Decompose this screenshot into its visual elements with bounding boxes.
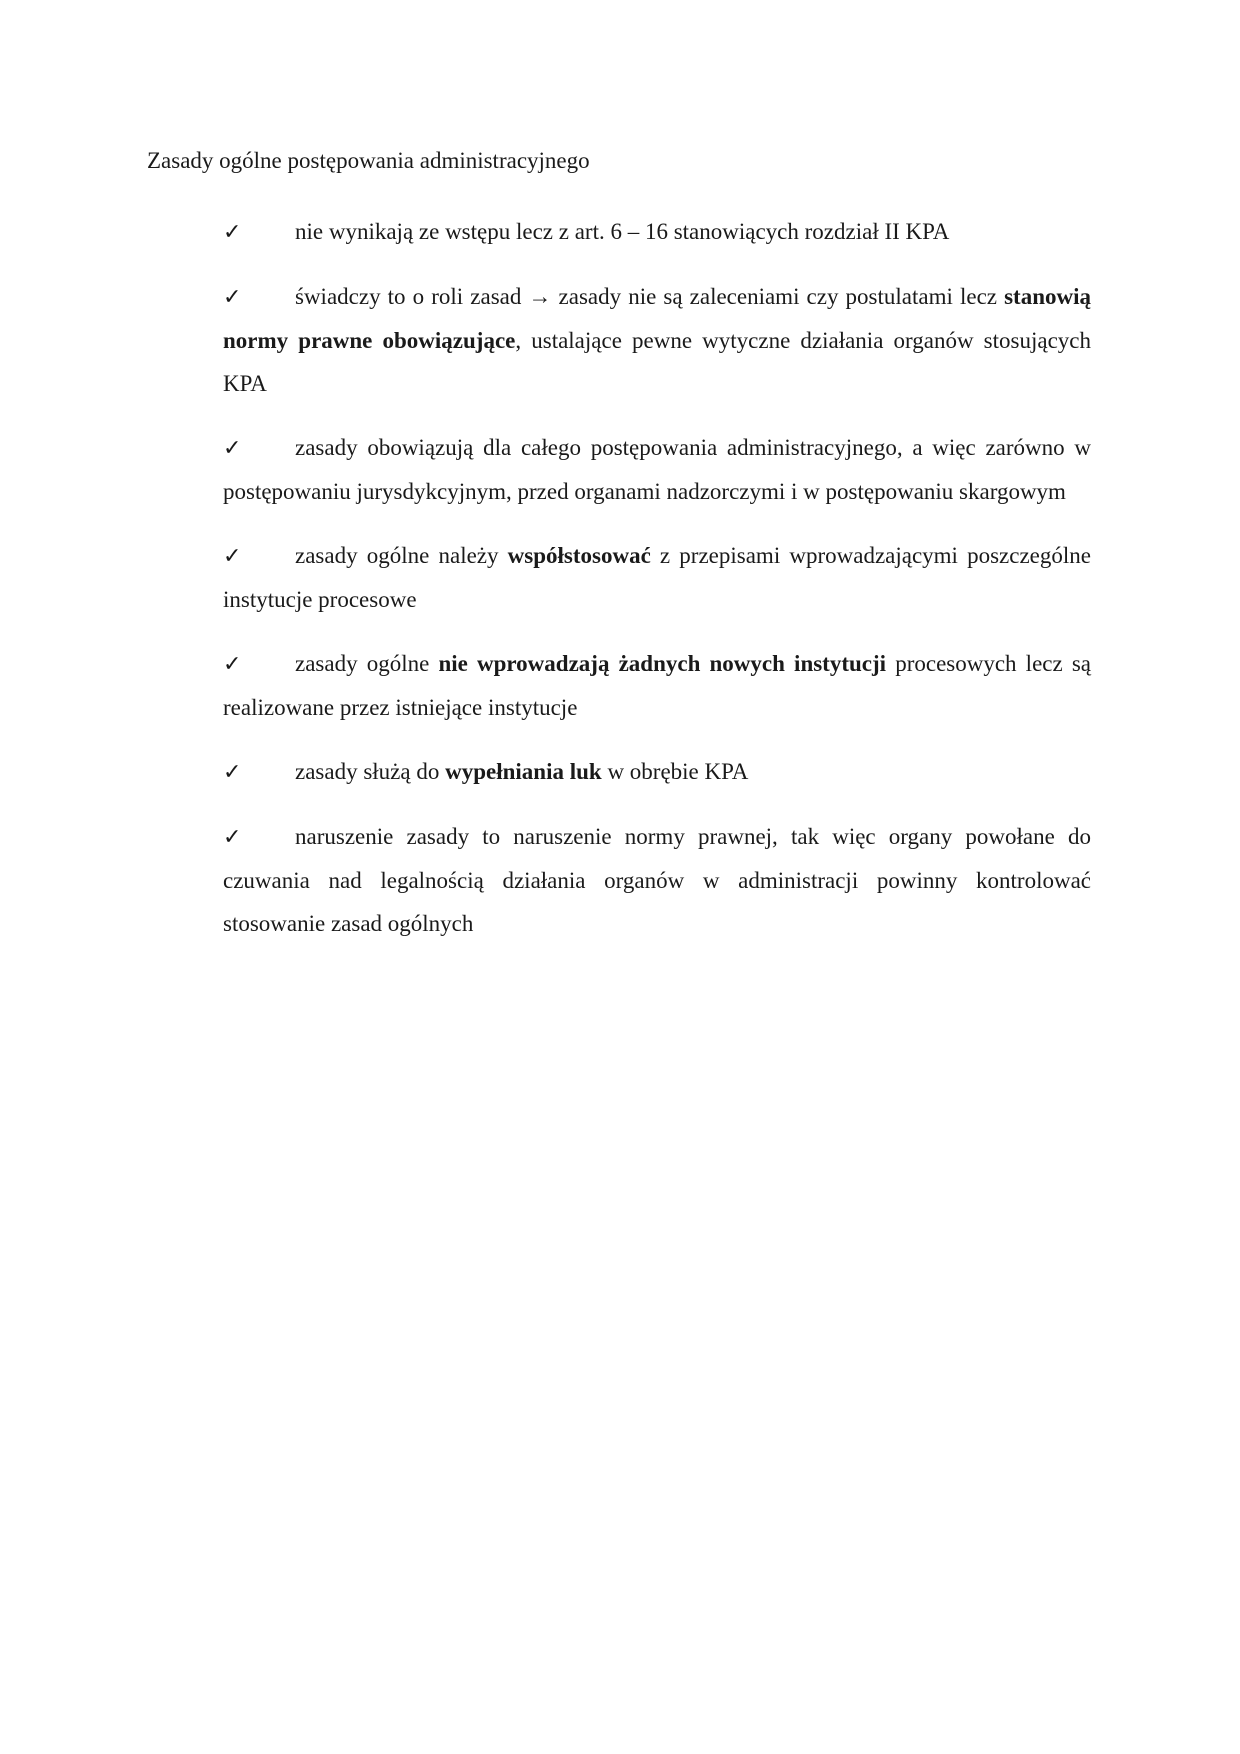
bullet-bold-text: wypełniania luk [445,759,602,784]
bullet-item [223,750,1091,794]
bullet-text: świadczy to o roli zasad → zasady nie są zaleceniami czy postulatami lecz [295,284,1005,309]
bullet-item [223,815,1091,945]
check-icon: ✓ [223,436,242,461]
bullet-list [223,210,1091,966]
bullet-text: nie wynikają ze wstępu lecz z art. 6 – 16 stanowiących rozdział II KPA [295,219,950,244]
bullet-text: w obrębie KPA [601,759,749,784]
bullet-item [223,534,1091,621]
bullet-text: z przepisami wprowadzającymi poszczególne instytucje procesowe [223,543,1091,612]
bullet-item [223,210,1091,254]
bullet-text: naruszenie zasady to naruszenie normy prawnej, tak więc organy powołane do czuwania nad legalnością działania organów w administracji powinny kontrolować stosowanie zasad ogólnych [223,824,1091,936]
check-icon: ✓ [223,285,242,310]
bullet-text: zasady ogólne [295,651,439,676]
bullet-text: zasady obowiązują dla całego postępowania administracyjnego, a więc zarówno w postępowaniu jurysdykcyjnym, przed organami nadzorczymi i w postępowaniu skargowym [223,435,1091,504]
bullet-text: procesowych lecz są realizowane przez istniejące instytucje [223,651,1091,720]
check-icon: ✓ [223,220,242,245]
document-title: Zasady ogólne postępowania administracyjnego [147,148,590,173]
bullet-bold-text: nie wprowadzają żadnych nowych instytucji [438,651,887,676]
bullet-bold-text: stanowią normy prawne obowiązujące [223,284,1091,353]
check-icon: ✓ [223,825,242,850]
bullet-bold-text: współstosować [507,543,651,568]
bullet-item [223,642,1091,729]
check-icon: ✓ [223,544,242,569]
check-icon: ✓ [223,760,242,785]
check-icon: ✓ [223,652,242,677]
bullet-text: , ustalające pewne wytyczne działania organów stosujących KPA [223,328,1091,396]
bullet-text: zasady ogólne należy [295,543,508,568]
bullet-item [223,426,1091,513]
bullet-item [223,275,1091,405]
bullet-text: zasady służą do [295,759,446,784]
